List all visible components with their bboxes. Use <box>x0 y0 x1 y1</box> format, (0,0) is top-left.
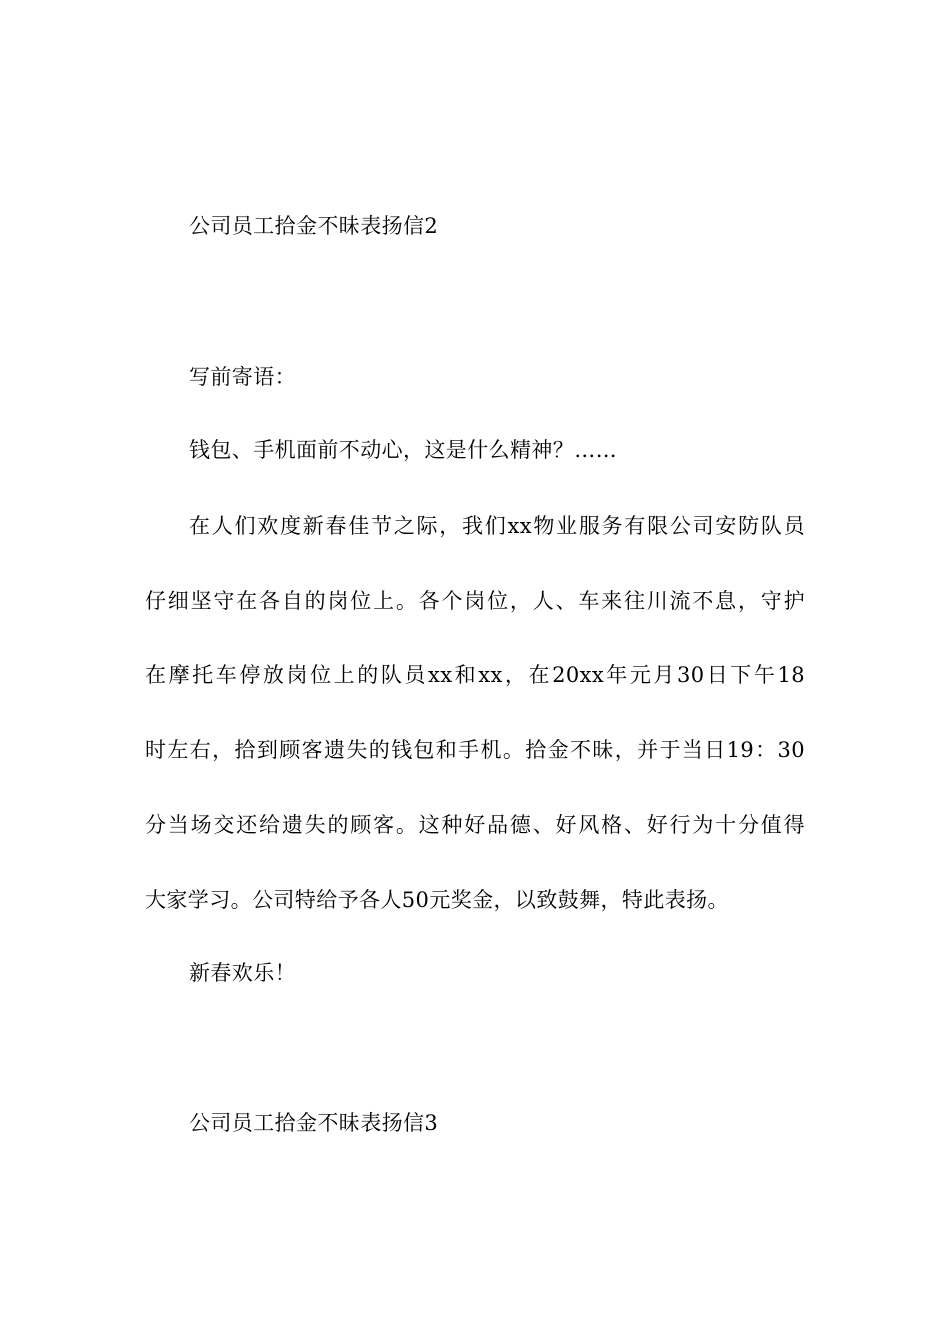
body-paragraph-line-4: 时左右，拾到顾客遗失的钱包和手机。拾金不昧，并于当日19：30 <box>145 738 805 762</box>
letter-2-heading: 公司员工拾金不昧表扬信2 <box>189 214 439 238</box>
closing-greeting: 新春欢乐！ <box>189 961 296 985</box>
body-paragraph-line-5: 分当场交还给遗失的顾客。这种好品德、好风格、好行为十分值得 <box>145 813 805 837</box>
preface-label: 写前寄语： <box>189 365 296 389</box>
body-paragraph-line-3: 在摩托车停放岗位上的队员xx和xx，在20xx年元月30日下午18 <box>145 663 805 687</box>
body-paragraph-line-1: 在人们欢度新春佳节之际，我们xx物业服务有限公司安防队员 <box>189 514 805 538</box>
body-paragraph-line-6: 大家学习。公司特给予各人50元奖金，以致鼓舞，特此表扬。 <box>145 888 729 912</box>
body-paragraph-line-2: 仔细坚守在各自的岗位上。各个岗位，人、车来往川流不息，守护 <box>145 589 805 613</box>
letter-3-heading: 公司员工拾金不昧表扬信3 <box>189 1111 439 1135</box>
preface-text: 钱包、手机面前不动心，这是什么精神？…… <box>189 438 617 462</box>
